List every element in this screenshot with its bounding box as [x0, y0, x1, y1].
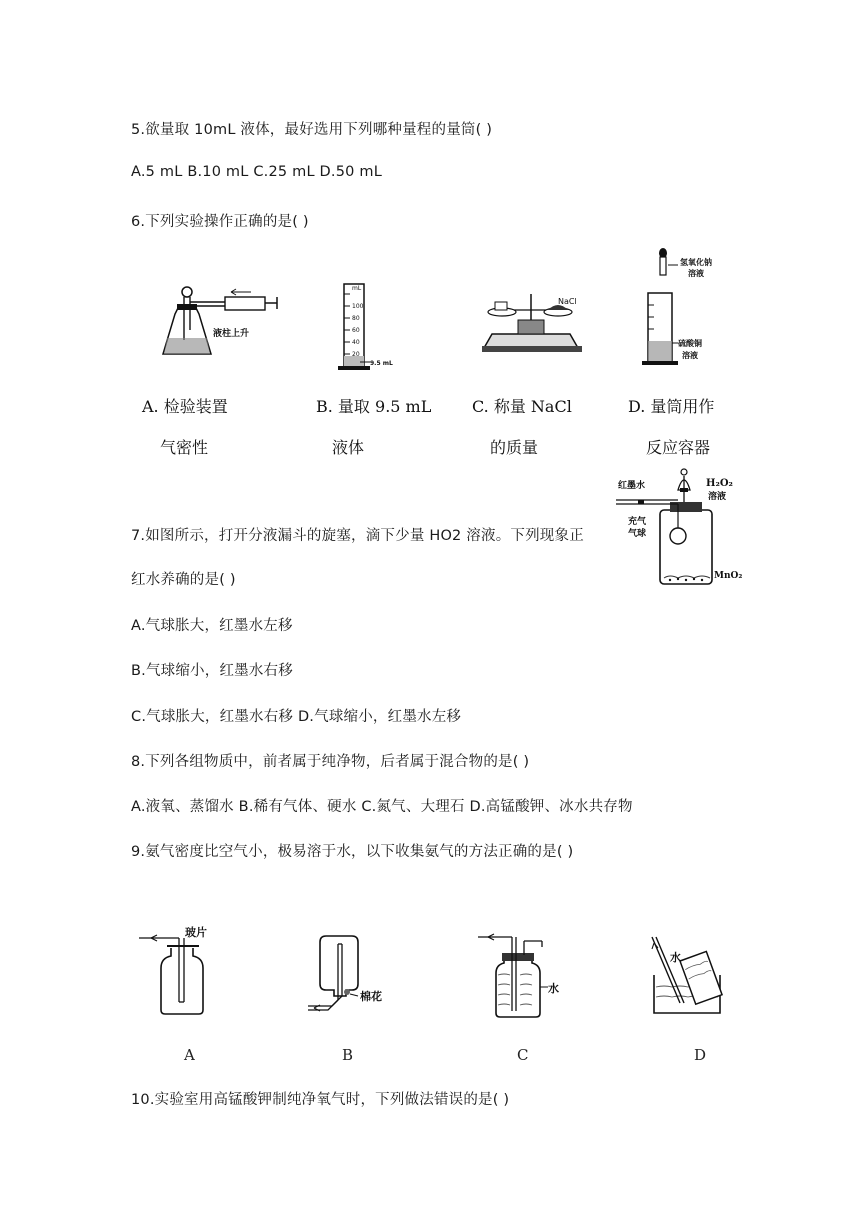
q9-figure-b [300, 930, 395, 1030]
q6-caption-d1: D. 量筒用作 [628, 397, 715, 416]
q7-option-a: A.气球胀大，红墨水左移 [131, 618, 293, 634]
q9-fig-b-label: 棉花 [360, 990, 382, 1003]
q9-fig-d-label: 水 [670, 951, 681, 964]
q9-stem: 9.氨气密度比空气小，极易溶于水，以下收集氨气的方法正确的是( ) [131, 844, 574, 860]
q6-stem: 6.下列实验操作正确的是( ) [131, 214, 309, 230]
q6-fig-d-bot1: 硫酸铜 [678, 338, 702, 348]
q9-fig-c-label: 水 [548, 982, 559, 995]
q6-fig-d-bot2: 溶液 [682, 350, 698, 360]
q8-stem: 8.下列各组物质中，前者属于纯净物，后者属于混合物的是( ) [131, 754, 530, 770]
q7-stem-line1: 7.如图所示，打开分液漏斗的旋塞，滴下少量 HO2 溶液。下列现象正 [131, 528, 584, 544]
q7-figure [608, 466, 758, 591]
q6-caption-c1: C. 称量 NaCl [472, 397, 572, 416]
q9-letter-c: C [517, 1046, 529, 1064]
q9-figure-d [640, 935, 740, 1025]
q7-fig-mno2: MnO₂ [714, 571, 743, 581]
q6-caption-c2: 的质量 [490, 438, 539, 457]
q7-fig-ink: 红墨水 [618, 481, 646, 491]
q6-figure-d [630, 245, 740, 370]
q6-figure-a [145, 270, 285, 370]
q9-letter-a: A [184, 1046, 195, 1064]
q7-fig-h2o2b: 溶液 [708, 492, 727, 502]
q6-fig-d-top2: 溶液 [688, 268, 704, 278]
q6-fig-b-label: 9.5 mL [370, 360, 393, 367]
q9-fig-a-label: 玻片 [185, 926, 207, 939]
q7-fig-h2o2a: H₂O₂ [706, 478, 733, 489]
q6-fig-b-tick-20: 20 [352, 351, 360, 358]
q7-fig-balloon1: 充气 [628, 517, 647, 527]
q6-caption-a1: A. 检验装置 [142, 397, 228, 416]
q8-options: A.液氧、蒸馏水 B.稀有气体、硬水 C.氮气、大理石 D.高锰酸钾、冰水共存物 [131, 799, 633, 815]
q6-fig-b-tick-40: 40 [352, 339, 360, 346]
q6-caption-a2: 气密性 [160, 438, 209, 457]
q6-fig-a-label: 液柱上升 [213, 329, 250, 339]
q7-option-b: B.气球缩小，红墨水右移 [131, 663, 293, 679]
q6-fig-b-tick-100: 100 [352, 303, 364, 310]
q6-fig-b-tick-60: 60 [352, 327, 360, 334]
q6-fig-d-top1: 氢氧化钠 [680, 257, 712, 267]
q6-fig-c-label: NaCl [558, 297, 577, 306]
q10-stem: 10.实验室用高锰酸钾制纯净氧气时，下列做法错误的是( ) [131, 1092, 510, 1108]
q9-figure-a [135, 920, 230, 1020]
q7-stem-line2: 红水养确的是( ) [131, 572, 236, 588]
q5-stem: 5.欲量取 10mL 液体，最好选用下列哪种量程的量筒( ) [131, 122, 493, 138]
q7-option-cd: C.气球胀大，红墨水右移 D.气球缩小，红墨水左移 [131, 709, 462, 725]
q9-letter-d: D [694, 1046, 707, 1064]
q6-fig-b-unit: mL [352, 285, 362, 292]
q6-figure-c [478, 290, 588, 360]
q9-figure-c [470, 925, 570, 1025]
q6-figure-b [330, 278, 400, 378]
q6-caption-b2: 液体 [332, 438, 365, 457]
q5-options: A.5 mL B.10 mL C.25 mL D.50 mL [131, 164, 382, 180]
q9-letter-b: B [342, 1046, 354, 1064]
q6-caption-d2: 反应容器 [646, 438, 711, 457]
q6-caption-b1: B. 量取 9.5 mL [316, 397, 432, 416]
q6-fig-b-tick-80: 80 [352, 315, 360, 322]
q7-fig-balloon2: 气球 [628, 529, 647, 539]
